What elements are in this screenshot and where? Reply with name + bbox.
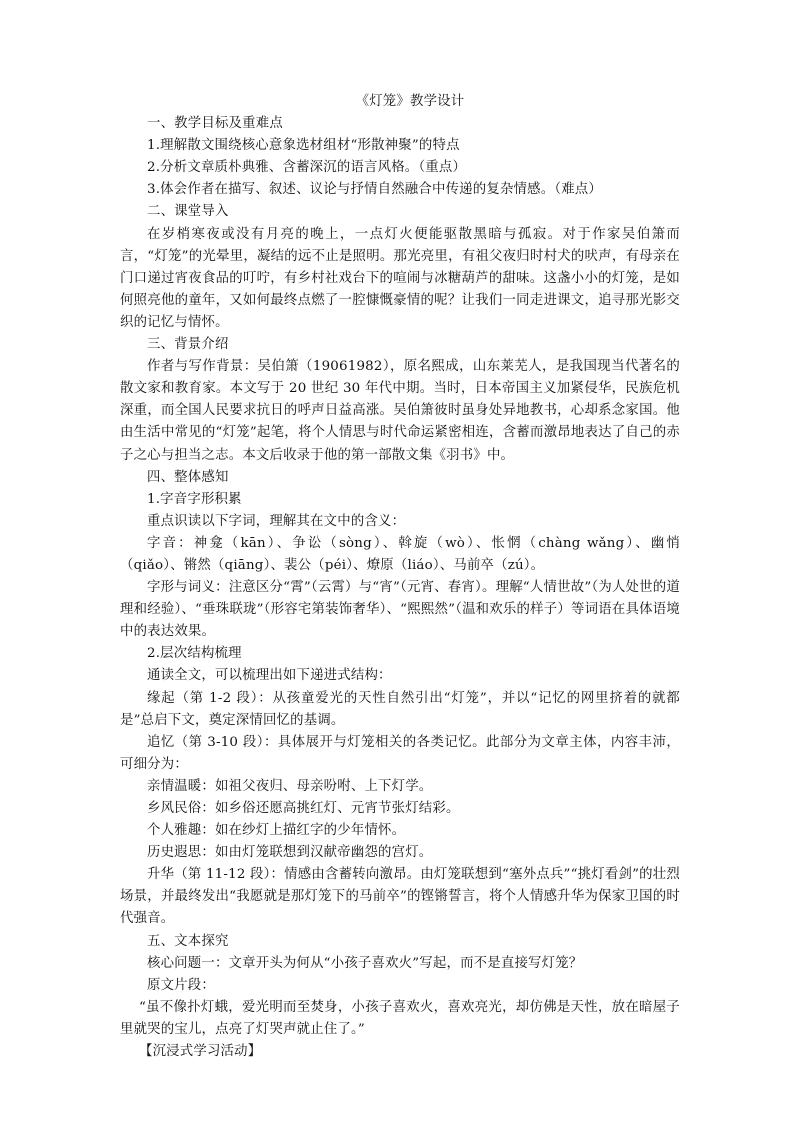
excerpt-quote: “虽不像扑灯蛾，爱光明而至焚身，小孩子喜欢火，喜欢亮光，却仿佛是天性，放在暗屋子里就哭的宝儿，点亮了灯哭声就止住了。” (120, 999, 680, 1037)
goal-item-1: 1.理解散文围绕核心意象选材组材“形散神聚”的特点 (147, 138, 460, 154)
document-body (120, 91, 680, 1063)
section-heading-inquiry: 五、文本探究 (147, 933, 229, 949)
vocabulary-instruction: 重点识读以下字词，理解其在文中的含义： (147, 513, 406, 529)
document-title: 《灯笼》教学设计 (355, 94, 465, 109)
vocabulary-meaning: 字形与词义：注意区分“霄”（云霄）与“宵”（元宵、春宵）。理解“人情世故”（为人处世的道理和经验）、“垂珠联珑”（形容宅第装饰奢华）、“熙熙然”（温和欢乐的样子）等词语在具体语境中的表达效果。 (120, 580, 680, 640)
subheading-structure: 2.层次结构梳理 (147, 646, 242, 662)
structure-origin: 缘起（第 1-2 段）：从孩童爱光的天性自然引出“灯笼”，并以“记忆的网里挤着的就都是”总启下文，奠定深情回忆的基调。 (120, 690, 680, 728)
activity-heading: 【沉浸式学习活动】 (139, 1044, 262, 1060)
core-question-1: 核心问题一：文章开头为何从“小孩子喜欢火”写起，而不是直接写灯笼？ (147, 955, 583, 971)
subheading-vocabulary: 1.字音字形积累 (147, 491, 242, 507)
excerpt-label: 原文片段： (147, 977, 215, 993)
goal-item-2: 2.分析文章质朴典雅、含蓄深沉的语言风格。（重点） (147, 160, 467, 176)
memory-history: 历史遐思：如由灯笼联想到汉献帝幽怨的宫灯。 (147, 845, 433, 861)
section-heading-background: 三、背景介绍 (147, 337, 229, 353)
section-heading-overview: 四、整体感知 (147, 469, 229, 485)
structure-sublimation: 升华（第 11-12 段）：情感由含蓄转向激昂。由灯笼联想到“塞外点兵”“挑灯看剑”的壮烈场景，并最终发出“我愿就是那灯笼下的马前卒”的铿锵誓言，将个人情感升华为保家卫国的时代强音。 (120, 867, 680, 927)
memory-hobby: 个人雅趣：如在纱灯上描红字的少年情怀。 (147, 823, 406, 839)
intro-paragraph: 在岁梢寒夜或没有月亮的晚上，一点灯火便能驱散黑暗与孤寂。对于作家吴伯箫而言，“灯笼”的光晕里，凝结的远不止是照明。那光亮里，有祖父夜归时村犬的吠声，有母亲在门口递过宵夜食品的叮咛，有乡村社戏台下的喧闹与冰糖葫芦的甜味。这盏小小的灯笼，是如何照亮他的童年，又如何最终点燃了一腔慷慨豪情的呢？让我们一同走进课文，追寻那光影交织的记忆与情怀。 (120, 226, 680, 330)
memory-family: 亲情温暖：如祖父夜归、母亲吩咐、上下灯学。 (147, 778, 433, 794)
background-paragraph: 作者与写作背景：吴伯箫（19061982），原名熙成，山东莱芜人，是我国现当代著名的散文家和教育家。本文写于 20 世纪 30 年代中期。当时，日本帝国主义加紧侵华，民族危机深重，而全国人民要求抗日的呼声日益高涨。吴伯箫彼时虽身处异地教书，心却系念家国。他由生活中常见的“灯笼”起笔，将个人情思与时代命运紧密相连，含蓄而激昂地表达了自己的赤子之心与担当之志。本文后收录于他的第一部散文集《羽书》中。 (120, 359, 680, 463)
memory-customs: 乡风民俗：如乡俗还愿高挑红灯、元宵节张灯结彩。 (147, 801, 460, 816)
section-heading-goals: 一、教学目标及重难点 (147, 116, 283, 132)
vocabulary-pronunciation: 字音：神龛（kān）、争讼（sòng）、斡旋（wò）、怅惘（chàng wǎng）、幽悄（qiǎo）、锵然（qiāng）、裴公（péi）、燎原（liáo）、马前卒（zú）。 (120, 535, 680, 573)
goal-item-3: 3.体会作者在描写、叙述、议论与抒情自然融合中传递的复杂情感。（难点） (147, 182, 602, 198)
structure-memory: 追忆（第 3-10 段）：具体展开与灯笼相关的各类记忆。此部分为文章主体，内容丰沛，可细分为： (120, 734, 680, 772)
structure-intro: 通读全文，可以梳理出如下递进式结构： (147, 668, 392, 684)
section-heading-intro: 二、课堂导入 (147, 204, 229, 220)
